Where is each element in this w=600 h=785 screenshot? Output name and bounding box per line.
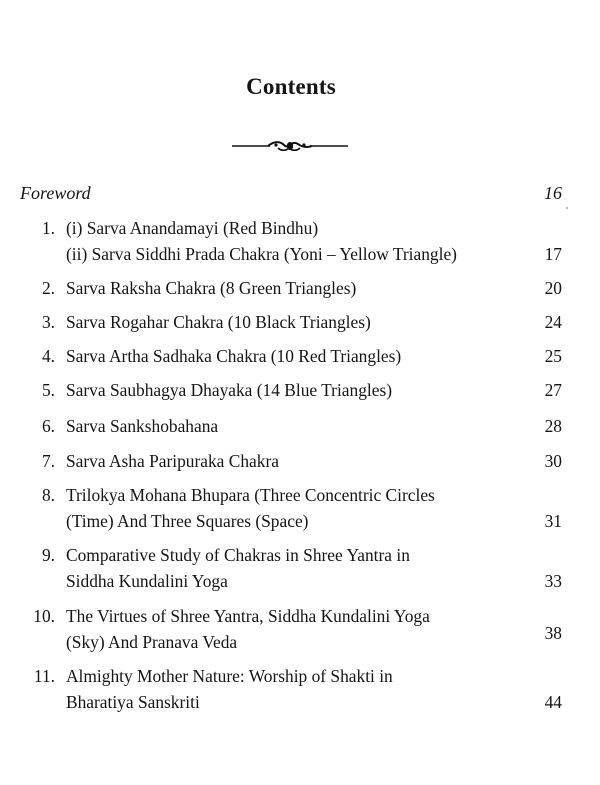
toc-entry-page: 20 (544, 278, 562, 298)
scan-mark (566, 207, 568, 209)
page-title: Contents (246, 74, 336, 99)
toc-entry-title-line: Siddha Kundalini Yoga (66, 570, 228, 591)
toc-entry-title-line: Trilokya Mohana Bhupara (Three Concentric Circles (66, 485, 435, 505)
toc-entry-title-line: Sarva Asha Paripuraka Chakra (66, 451, 279, 471)
toc-entry-number: 7. (41, 451, 55, 471)
toc-entry-page: 27 (544, 380, 562, 400)
toc-entry-number: 9. (41, 545, 55, 565)
toc-entry-number: 8. (41, 485, 55, 505)
toc-entry-page: 38 (544, 623, 562, 643)
foreword-label: Foreword (20, 183, 91, 203)
toc-entry-number: 10. (33, 606, 55, 626)
foreword-page-number: 16 (544, 183, 562, 203)
toc-entry-number: 11. (33, 666, 55, 686)
toc-entry-number: 6. (41, 416, 55, 436)
toc-entry-title-line: Sarva Saubhagya Dhayaka (14 Blue Triangles) (66, 380, 393, 400)
toc-entry-title-line: Almighty Mother Nature: Worship of Shakti in (66, 666, 393, 686)
toc-entry-title-line: Bharatiya Sanskriti (66, 691, 200, 712)
toc-entry-page: 30 (544, 451, 562, 471)
toc-entry-title-line: (Time) And Three Squares (Space) (66, 510, 309, 531)
toc-entry-title-line: Sarva Rogahar Chakra (10 Black Triangles) (66, 312, 371, 332)
toc-entry-number: 5. (41, 380, 55, 400)
toc-entry-title-line: Sarva Raksha Chakra (8 Green Triangles) (66, 278, 357, 298)
toc-entry-page: 25 (544, 346, 562, 366)
toc-entry-page: 28 (544, 416, 562, 436)
toc-entry-page: 24 (544, 312, 562, 332)
toc-entry-title-line: The Virtues of Shree Yantra, Siddha Kundalini Yoga (66, 606, 430, 626)
ornament-divider-icon (232, 137, 348, 155)
toc-entry-title-line: Sarva Artha Sadhaka Chakra (10 Red Triangles) (66, 346, 402, 366)
toc-entry-title-line: (i) Sarva Anandamayi (Red Bindhu) (66, 218, 319, 238)
toc-entry-title-line: Comparative Study of Chakras in Shree Yantra in (66, 545, 410, 565)
toc-entry-title-line: Sarva Sankshobahana (66, 416, 219, 436)
toc-entry-title-line: (Sky) And Pranava Veda (66, 631, 238, 652)
toc-entry-page: 31 (544, 510, 562, 531)
toc-entry-number: 3. (41, 312, 55, 332)
toc-entry-number: 4. (41, 346, 55, 366)
toc-entry-page: 17 (544, 243, 562, 264)
toc-entry-number: 2. (41, 278, 55, 298)
toc-entry-title-line: (ii) Sarva Siddhi Prada Chakra (Yoni – Yellow Triangle) (66, 243, 457, 264)
toc-entry-page: 33 (544, 570, 562, 591)
toc-entry-number: 1. (41, 218, 55, 238)
toc-entry-page: 44 (544, 691, 562, 712)
